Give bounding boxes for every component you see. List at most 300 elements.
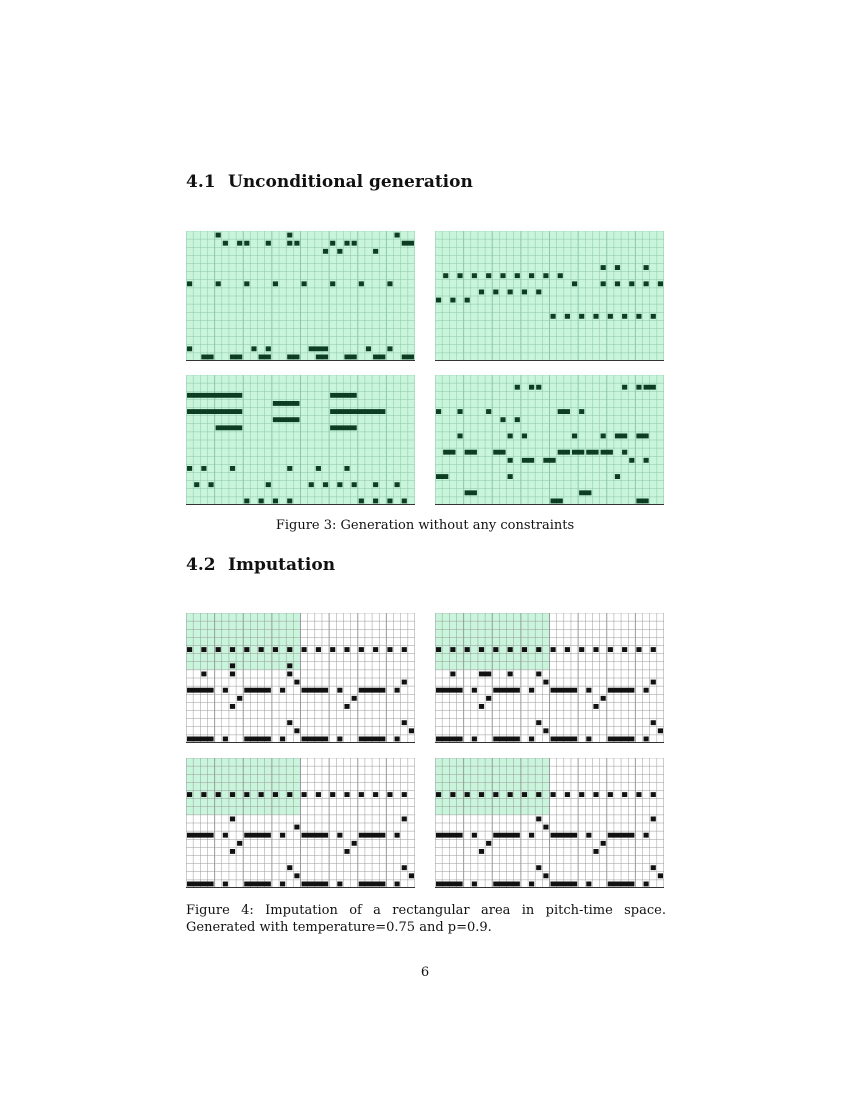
note bbox=[508, 474, 513, 479]
note bbox=[551, 882, 578, 887]
note bbox=[493, 737, 520, 742]
note bbox=[493, 833, 520, 838]
note bbox=[508, 458, 513, 463]
note bbox=[216, 647, 221, 652]
note bbox=[479, 290, 484, 295]
note bbox=[359, 882, 386, 887]
note bbox=[636, 647, 641, 652]
note bbox=[244, 737, 271, 742]
note bbox=[543, 728, 548, 733]
note bbox=[472, 833, 477, 838]
note bbox=[500, 417, 505, 422]
note bbox=[259, 647, 264, 652]
note bbox=[493, 450, 505, 455]
note bbox=[230, 647, 235, 652]
note bbox=[508, 290, 513, 295]
note bbox=[629, 281, 634, 286]
note bbox=[359, 737, 386, 742]
note bbox=[294, 728, 299, 733]
note bbox=[344, 704, 349, 709]
note bbox=[615, 281, 620, 286]
note bbox=[436, 474, 448, 479]
note bbox=[622, 385, 627, 390]
note bbox=[344, 792, 349, 797]
note bbox=[266, 241, 271, 246]
note bbox=[187, 466, 192, 471]
note bbox=[551, 792, 556, 797]
note bbox=[352, 482, 357, 487]
note bbox=[323, 482, 328, 487]
note bbox=[344, 466, 349, 471]
note bbox=[273, 401, 300, 406]
note bbox=[436, 409, 441, 414]
note bbox=[352, 696, 357, 701]
note bbox=[536, 865, 541, 870]
section-title: Unconditional generation bbox=[228, 172, 473, 192]
note bbox=[558, 450, 570, 455]
note bbox=[472, 273, 477, 278]
figure-4-caption: Figure 4: Imputation of a rectangular area in pitch-time space. Generated with temperature=0.75 and p=0.9. bbox=[186, 903, 666, 935]
note bbox=[551, 499, 563, 504]
note bbox=[395, 233, 400, 238]
note bbox=[409, 728, 414, 733]
note bbox=[259, 355, 271, 360]
note bbox=[601, 696, 606, 701]
figure-4-panel-bottom-left bbox=[186, 758, 415, 888]
note bbox=[558, 409, 570, 414]
note bbox=[522, 434, 527, 439]
note bbox=[608, 737, 635, 742]
note bbox=[244, 792, 249, 797]
note bbox=[337, 833, 342, 838]
note bbox=[201, 672, 206, 677]
note bbox=[330, 241, 335, 246]
note bbox=[529, 882, 534, 887]
note bbox=[359, 281, 364, 286]
note bbox=[651, 314, 656, 319]
note bbox=[608, 792, 613, 797]
note bbox=[651, 647, 656, 652]
note bbox=[223, 833, 228, 838]
note bbox=[259, 499, 264, 504]
note bbox=[273, 499, 278, 504]
note bbox=[287, 672, 292, 677]
note bbox=[344, 849, 349, 854]
note bbox=[536, 792, 541, 797]
note bbox=[543, 458, 555, 463]
note bbox=[402, 817, 407, 822]
note bbox=[387, 346, 392, 351]
note bbox=[287, 233, 292, 238]
note bbox=[436, 792, 441, 797]
note bbox=[465, 490, 477, 495]
note bbox=[316, 466, 321, 471]
note bbox=[651, 865, 656, 870]
note bbox=[658, 873, 663, 878]
note bbox=[223, 882, 228, 887]
note bbox=[436, 882, 463, 887]
note bbox=[450, 298, 455, 303]
note bbox=[402, 499, 407, 504]
note bbox=[636, 499, 648, 504]
note bbox=[636, 314, 641, 319]
note bbox=[287, 663, 292, 668]
note bbox=[187, 833, 214, 838]
note bbox=[302, 882, 329, 887]
note bbox=[201, 647, 206, 652]
note bbox=[302, 688, 329, 693]
page-number: 6 bbox=[420, 965, 430, 980]
note bbox=[187, 647, 192, 652]
note bbox=[373, 355, 385, 360]
note bbox=[644, 688, 649, 693]
note bbox=[187, 281, 192, 286]
note bbox=[543, 273, 548, 278]
note bbox=[651, 817, 656, 822]
note bbox=[644, 458, 649, 463]
note bbox=[337, 482, 342, 487]
note bbox=[187, 882, 214, 887]
note bbox=[465, 298, 470, 303]
note bbox=[658, 728, 663, 733]
note bbox=[409, 873, 414, 878]
note bbox=[273, 647, 278, 652]
note bbox=[457, 409, 462, 414]
note bbox=[216, 233, 221, 238]
note bbox=[259, 792, 264, 797]
note bbox=[522, 647, 527, 652]
note bbox=[622, 792, 627, 797]
note bbox=[287, 792, 292, 797]
note bbox=[323, 249, 328, 254]
note bbox=[529, 273, 534, 278]
note bbox=[273, 417, 300, 422]
note bbox=[287, 499, 292, 504]
note bbox=[436, 737, 463, 742]
note bbox=[593, 647, 598, 652]
note bbox=[216, 425, 243, 430]
note bbox=[658, 281, 663, 286]
note bbox=[402, 865, 407, 870]
note bbox=[187, 409, 242, 414]
note bbox=[273, 792, 278, 797]
note bbox=[302, 792, 307, 797]
note bbox=[608, 647, 613, 652]
note bbox=[629, 458, 634, 463]
note bbox=[201, 466, 206, 471]
note bbox=[551, 314, 556, 319]
note bbox=[608, 688, 635, 693]
note bbox=[593, 849, 598, 854]
note bbox=[644, 265, 649, 270]
note bbox=[201, 355, 213, 360]
note bbox=[402, 647, 407, 652]
note bbox=[302, 281, 307, 286]
figure-3-panel-bottom-left bbox=[186, 375, 415, 505]
note bbox=[230, 663, 235, 668]
note bbox=[330, 792, 335, 797]
note bbox=[644, 737, 649, 742]
note bbox=[266, 482, 271, 487]
note bbox=[601, 841, 606, 846]
note bbox=[237, 696, 242, 701]
note bbox=[479, 672, 491, 677]
note bbox=[208, 482, 213, 487]
note bbox=[572, 450, 584, 455]
note bbox=[187, 737, 214, 742]
note bbox=[244, 833, 271, 838]
section-heading-unconditional-generation bbox=[186, 172, 473, 192]
note bbox=[536, 817, 541, 822]
note bbox=[280, 737, 285, 742]
note bbox=[287, 720, 292, 725]
note bbox=[536, 385, 541, 390]
note bbox=[615, 265, 620, 270]
note bbox=[244, 281, 249, 286]
note bbox=[230, 792, 235, 797]
note bbox=[287, 466, 292, 471]
note bbox=[586, 737, 591, 742]
note bbox=[344, 355, 356, 360]
note bbox=[450, 647, 455, 652]
note bbox=[465, 792, 470, 797]
figure-3-caption: Figure 3: Generation without any constraints bbox=[275, 518, 575, 533]
note bbox=[593, 314, 598, 319]
section-title: Imputation bbox=[228, 555, 336, 575]
note bbox=[402, 792, 407, 797]
note bbox=[287, 865, 292, 870]
note bbox=[486, 409, 491, 414]
note bbox=[608, 833, 635, 838]
note bbox=[436, 833, 463, 838]
note bbox=[387, 281, 392, 286]
note bbox=[558, 273, 563, 278]
note bbox=[579, 647, 584, 652]
note bbox=[543, 680, 548, 685]
note bbox=[593, 704, 598, 709]
note bbox=[515, 417, 520, 422]
note bbox=[536, 647, 541, 652]
note bbox=[608, 314, 613, 319]
note bbox=[565, 792, 570, 797]
figure-3-panel-top-left bbox=[186, 231, 415, 361]
note bbox=[287, 241, 292, 246]
note bbox=[457, 434, 462, 439]
note bbox=[294, 241, 299, 246]
note bbox=[579, 792, 584, 797]
note bbox=[316, 355, 328, 360]
note bbox=[395, 882, 400, 887]
note bbox=[294, 680, 299, 685]
note bbox=[651, 792, 656, 797]
note bbox=[359, 792, 364, 797]
note bbox=[302, 647, 307, 652]
note bbox=[579, 409, 584, 414]
note bbox=[529, 833, 534, 838]
note bbox=[493, 792, 498, 797]
note bbox=[244, 241, 249, 246]
note bbox=[515, 385, 520, 390]
note bbox=[522, 290, 527, 295]
note bbox=[522, 458, 534, 463]
note bbox=[651, 680, 656, 685]
section-number: 4.2 bbox=[186, 555, 216, 575]
figure-4-panel-bottom-right bbox=[435, 758, 664, 888]
note bbox=[344, 241, 349, 246]
note bbox=[230, 817, 235, 822]
note bbox=[187, 393, 242, 398]
note bbox=[344, 647, 349, 652]
note bbox=[251, 346, 256, 351]
note bbox=[644, 281, 649, 286]
note bbox=[302, 833, 329, 838]
figure-3-panel-top-right bbox=[435, 231, 664, 361]
note bbox=[579, 314, 584, 319]
note bbox=[522, 792, 527, 797]
note bbox=[479, 647, 484, 652]
note bbox=[529, 688, 534, 693]
note bbox=[479, 704, 484, 709]
note bbox=[536, 290, 541, 295]
note bbox=[636, 385, 641, 390]
note bbox=[601, 281, 606, 286]
note bbox=[465, 647, 470, 652]
note bbox=[230, 849, 235, 854]
note bbox=[572, 281, 577, 286]
note bbox=[508, 434, 513, 439]
note bbox=[586, 882, 591, 887]
figure-4-panel-top-left bbox=[186, 613, 415, 743]
note bbox=[436, 298, 441, 303]
note bbox=[201, 792, 206, 797]
note bbox=[579, 490, 591, 495]
note bbox=[352, 241, 357, 246]
note bbox=[586, 833, 591, 838]
note bbox=[622, 647, 627, 652]
note bbox=[402, 680, 407, 685]
note bbox=[636, 434, 648, 439]
note bbox=[551, 737, 578, 742]
note bbox=[337, 737, 342, 742]
note bbox=[479, 849, 484, 854]
note bbox=[216, 281, 221, 286]
note bbox=[395, 688, 400, 693]
note bbox=[450, 672, 455, 677]
note bbox=[472, 688, 477, 693]
note bbox=[644, 833, 649, 838]
note bbox=[330, 425, 357, 430]
note bbox=[187, 688, 214, 693]
note bbox=[543, 873, 548, 878]
note bbox=[402, 241, 414, 246]
note bbox=[644, 882, 649, 887]
note bbox=[551, 688, 578, 693]
note bbox=[330, 281, 335, 286]
note bbox=[330, 409, 385, 414]
note bbox=[287, 647, 292, 652]
note bbox=[551, 833, 578, 838]
note bbox=[395, 482, 400, 487]
note bbox=[316, 792, 321, 797]
note bbox=[493, 647, 498, 652]
note bbox=[373, 482, 378, 487]
note bbox=[330, 393, 357, 398]
note bbox=[457, 273, 462, 278]
note bbox=[244, 688, 271, 693]
note bbox=[280, 882, 285, 887]
note bbox=[230, 355, 242, 360]
note bbox=[536, 720, 541, 725]
note bbox=[244, 647, 249, 652]
note bbox=[486, 841, 491, 846]
note bbox=[244, 499, 249, 504]
note bbox=[636, 792, 641, 797]
note bbox=[543, 825, 548, 830]
note bbox=[608, 882, 635, 887]
note bbox=[622, 314, 627, 319]
note bbox=[187, 792, 192, 797]
note bbox=[486, 273, 491, 278]
note bbox=[373, 647, 378, 652]
note bbox=[465, 450, 477, 455]
note bbox=[601, 434, 606, 439]
note bbox=[230, 672, 235, 677]
note bbox=[586, 450, 598, 455]
note bbox=[194, 482, 199, 487]
note bbox=[337, 882, 342, 887]
note bbox=[373, 499, 378, 504]
note bbox=[359, 688, 386, 693]
note bbox=[309, 346, 328, 351]
note bbox=[309, 482, 314, 487]
note bbox=[450, 792, 455, 797]
note bbox=[216, 792, 221, 797]
note bbox=[316, 647, 321, 652]
note bbox=[387, 647, 392, 652]
note bbox=[330, 647, 335, 652]
note bbox=[387, 792, 392, 797]
note bbox=[223, 241, 228, 246]
note bbox=[395, 737, 400, 742]
note bbox=[622, 450, 627, 455]
note bbox=[493, 290, 498, 295]
note bbox=[479, 792, 484, 797]
note bbox=[515, 273, 520, 278]
note bbox=[551, 647, 556, 652]
note bbox=[302, 737, 329, 742]
note bbox=[230, 704, 235, 709]
note bbox=[572, 434, 577, 439]
note bbox=[352, 841, 357, 846]
note bbox=[586, 688, 591, 693]
note bbox=[472, 737, 477, 742]
note bbox=[359, 833, 386, 838]
note bbox=[536, 672, 541, 677]
note bbox=[508, 792, 513, 797]
note bbox=[593, 792, 598, 797]
note bbox=[294, 825, 299, 830]
note bbox=[366, 346, 371, 351]
note bbox=[601, 265, 606, 270]
note bbox=[294, 873, 299, 878]
note bbox=[565, 314, 570, 319]
note bbox=[601, 450, 613, 455]
figure-4-panel-top-right bbox=[435, 613, 664, 743]
note bbox=[644, 385, 656, 390]
note bbox=[402, 355, 414, 360]
note bbox=[387, 499, 392, 504]
note bbox=[237, 241, 242, 246]
